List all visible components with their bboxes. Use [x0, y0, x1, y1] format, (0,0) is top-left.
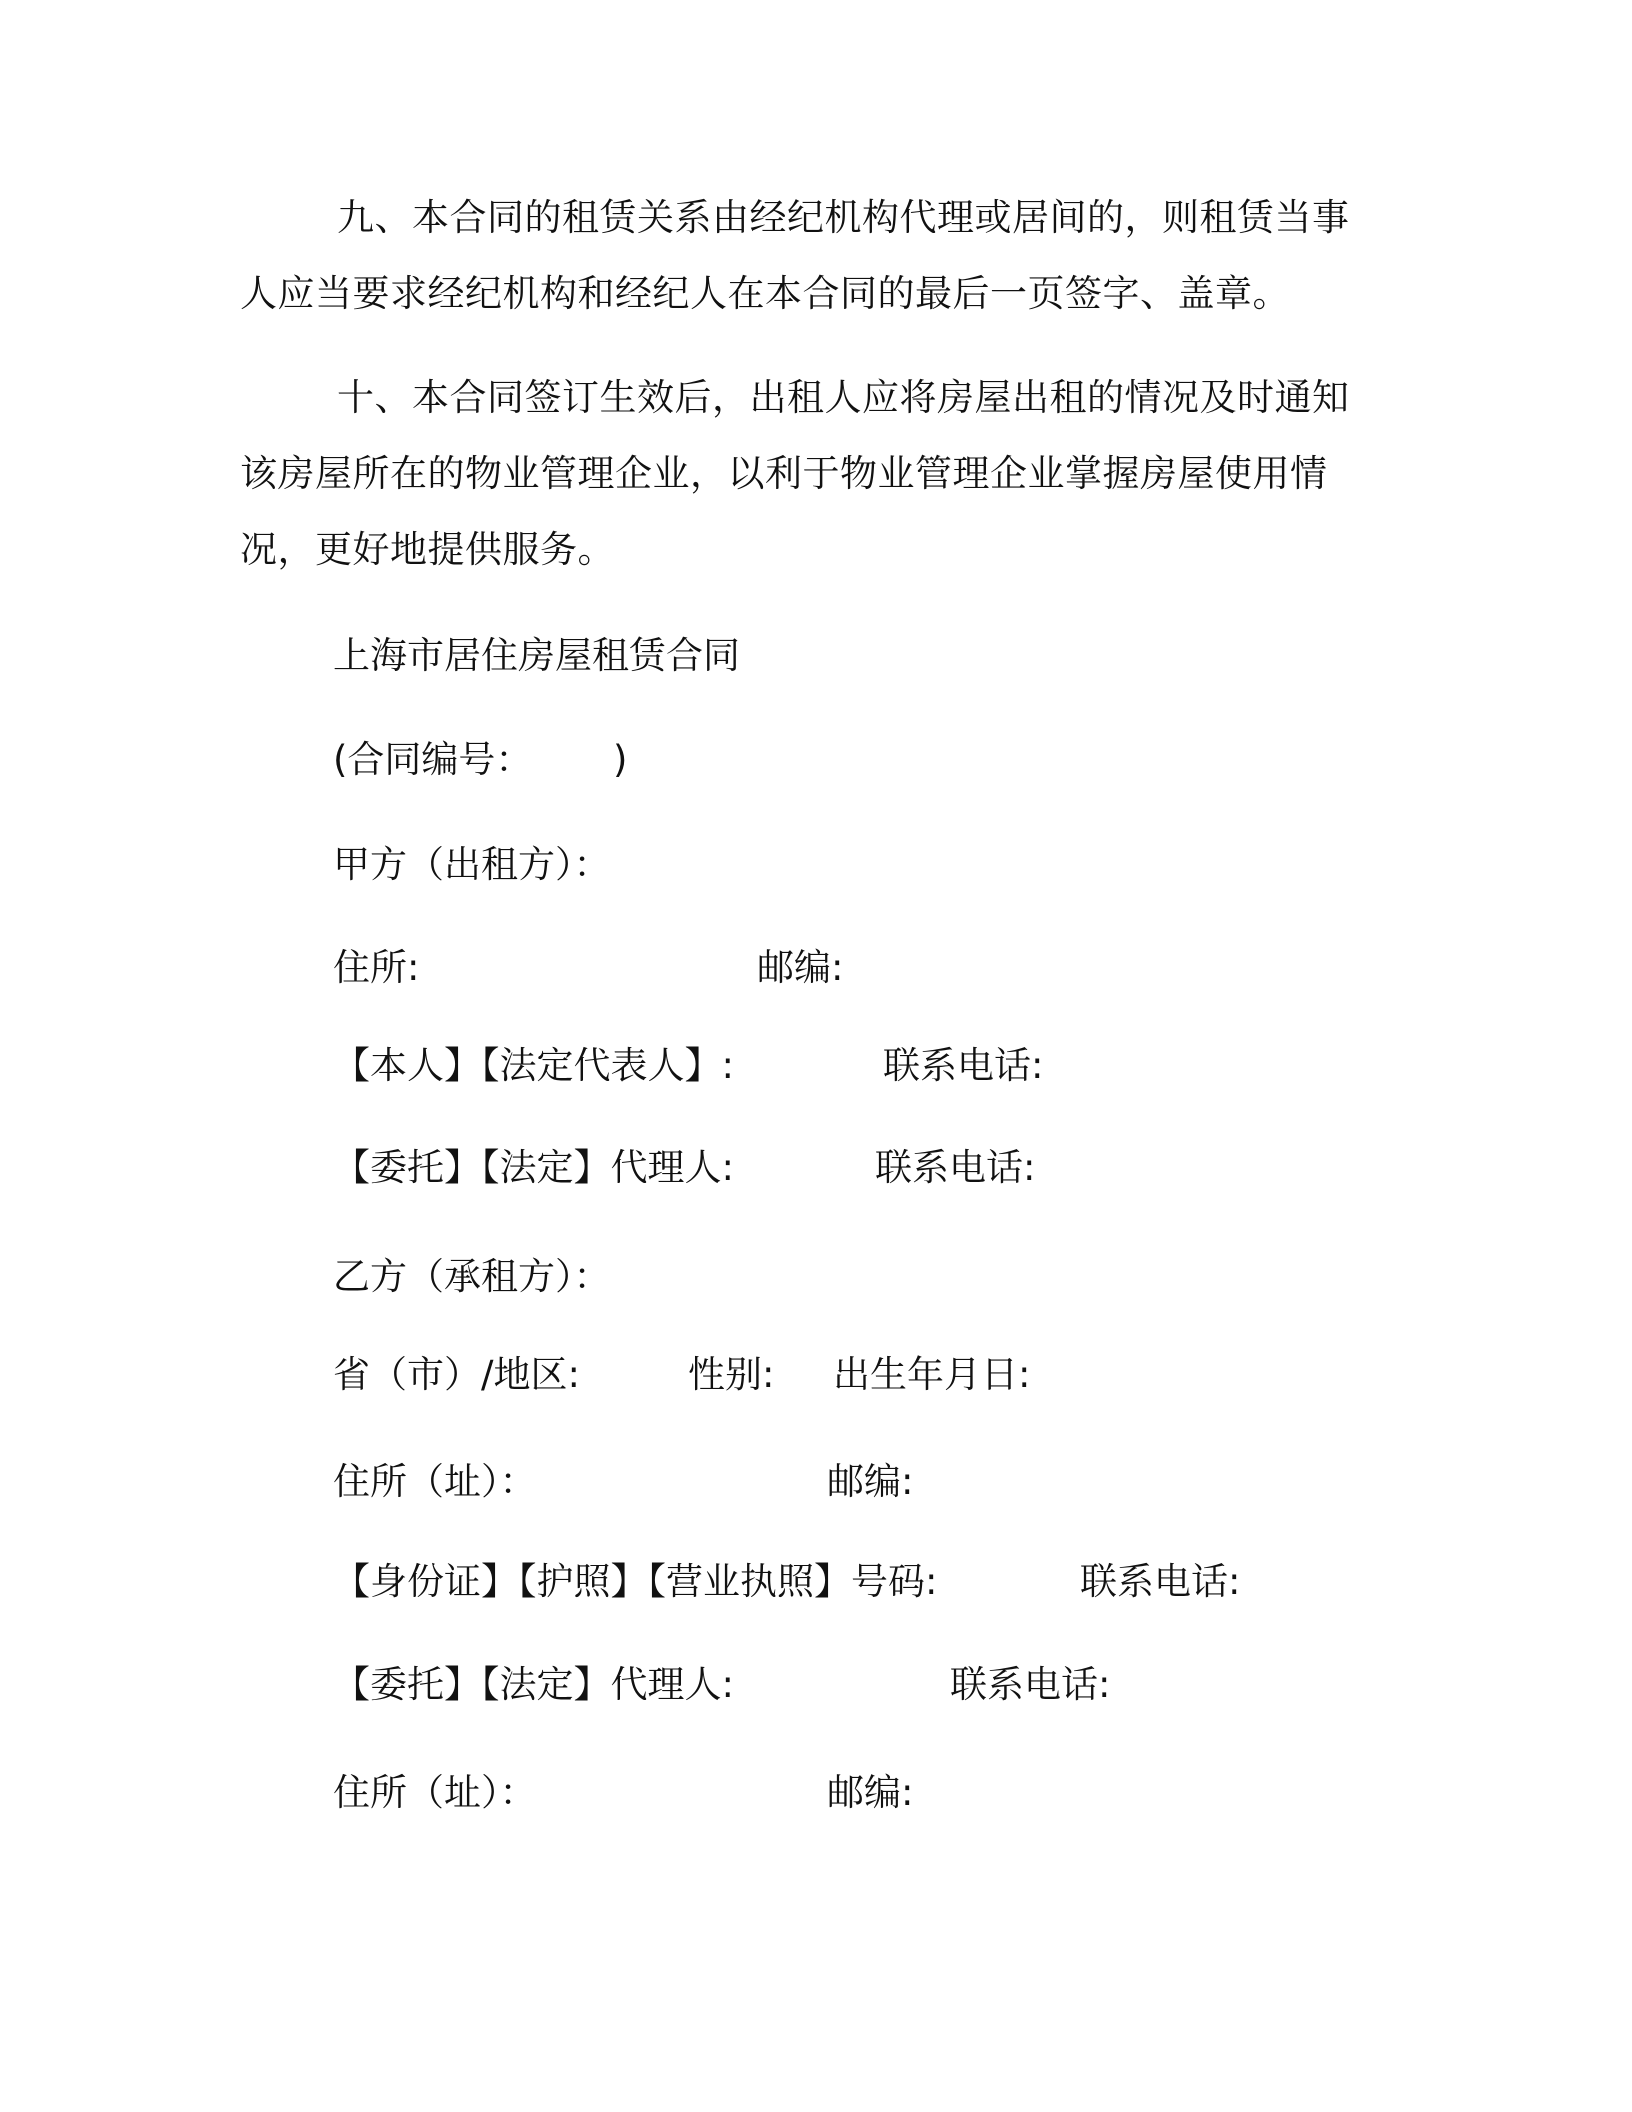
party-b-agent-postcode-label: 邮编:: [827, 1771, 914, 1814]
party-b-id-phone-label: 联系电话:: [1080, 1560, 1241, 1603]
clause-nine: 九、本合同的租赁关系由经纪机构代理或居间的，则租赁当事人应当要求经纪机构和经纪人在本合同的最后一页签字、盖章。: [240, 196, 1350, 315]
party-a-representative-label: 【本人】【法定代表人】:: [333, 1044, 734, 1087]
party-b-agent-label: 【委托】【法定】代理人:: [333, 1663, 734, 1706]
party-b-agent-address-label: 住所（址）：: [333, 1771, 537, 1814]
contract-number-close: ): [613, 738, 628, 781]
party-a-address-label: 住所:: [333, 946, 420, 989]
party-a-agent-phone-label: 联系电话:: [875, 1146, 1036, 1189]
party-b-gender-label: 性别:: [688, 1353, 775, 1396]
contract-title: 上海市居住房屋租赁合同: [333, 634, 740, 677]
party-b-postcode-label: 邮编:: [827, 1460, 914, 1503]
party-b-agent-phone-label: 联系电话:: [950, 1663, 1111, 1706]
party-b-address-label: 住所（址）：: [333, 1460, 537, 1503]
party-b-birthdate-label: 出生年月日:: [833, 1353, 1031, 1396]
party-a-postcode-label: 邮编:: [757, 946, 844, 989]
party-a-agent-label: 【委托】【法定】代理人:: [333, 1146, 734, 1189]
party-b-id-label: 【身份证】【护照】【营业执照】号码:: [333, 1560, 938, 1603]
party-a-heading: 甲方（出租方）：: [333, 843, 611, 886]
party-a-representative-phone-label: 联系电话:: [883, 1044, 1044, 1087]
contract-number-label: (合同编号：: [333, 738, 533, 781]
clause-ten: 十、本合同签订生效后，出租人应将房屋出租的情况及时通知该房屋所在的物业管理企业，以利于物业管理企业掌握房屋使用情况，更好地提供服务。: [240, 376, 1350, 571]
party-b-region-label: 省（市）/地区:: [333, 1353, 580, 1396]
party-b-heading: 乙方（承租方）：: [333, 1255, 611, 1298]
